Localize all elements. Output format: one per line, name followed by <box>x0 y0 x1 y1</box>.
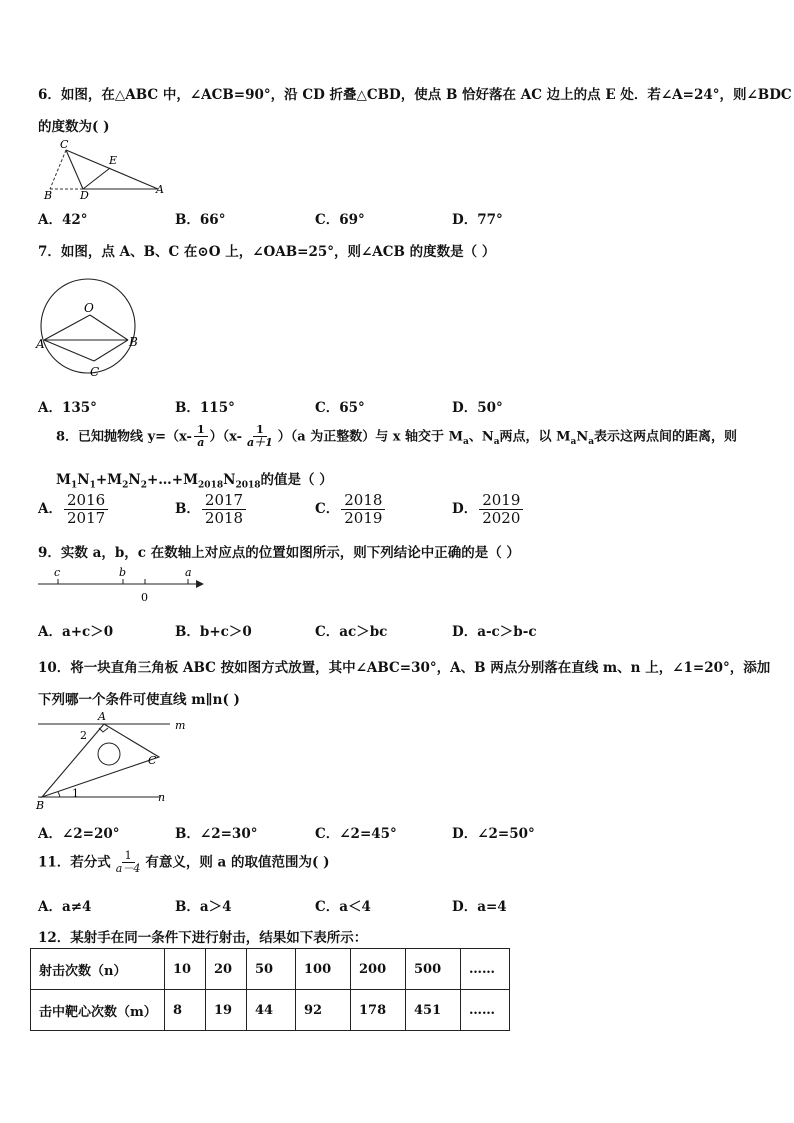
q6-option-a[interactable]: A．42° <box>38 212 88 228</box>
q11-option-a[interactable]: A．a≠4 <box>38 899 92 915</box>
q10-option-d[interactable]: D．∠2=50° <box>452 826 535 842</box>
table-header-cell: 射击次数（n） <box>31 949 165 990</box>
q10-label-angle-1: 1 <box>72 787 79 800</box>
q12-stem: 12．某射手在同一条件下进行射击，结果如下表所示： <box>38 930 368 946</box>
q7-label-b: B <box>129 335 138 349</box>
table-cell: 451 <box>406 990 461 1031</box>
q10-option-c[interactable]: C．∠2=45° <box>315 826 397 842</box>
q7-label-a: A <box>36 337 45 351</box>
q7-option-d[interactable]: D．50° <box>452 400 503 416</box>
q9-label-zero: 0 <box>141 591 148 604</box>
q10-label-b: B <box>36 799 45 812</box>
q9-label-a: a <box>185 566 192 579</box>
q9-label-b: b <box>119 566 127 579</box>
table-cell: 44 <box>247 990 296 1031</box>
q11-option-d[interactable]: D．a=4 <box>452 899 507 915</box>
q10-option-a[interactable]: A．∠2=20° <box>38 826 120 842</box>
q6-label-b: B <box>44 189 53 200</box>
q6-option-b[interactable]: B．66° <box>175 212 226 228</box>
table-cell: 20 <box>206 949 247 990</box>
table-cell: 500 <box>406 949 461 990</box>
q6-figure <box>38 138 173 200</box>
table-cell: 100 <box>296 949 351 990</box>
q9-option-c[interactable]: C．ac＞bc <box>315 624 388 640</box>
q6-option-c[interactable]: C．69° <box>315 212 365 228</box>
q7-option-a[interactable]: A．135° <box>38 400 97 416</box>
q9-stem: 9．实数 a，b，c 在数轴上对应点的位置如图所示，则下列结论中正确的是（ ） <box>38 545 520 561</box>
q10-label-n: n <box>158 791 166 804</box>
q6-option-d[interactable]: D．77° <box>452 212 503 228</box>
q10-label-c: C <box>148 754 157 767</box>
q7-label-c: C <box>90 365 100 379</box>
table-cell: 178 <box>351 990 406 1031</box>
table-cell: 19 <box>206 990 247 1031</box>
q7-option-b[interactable]: B．115° <box>175 400 235 416</box>
q10-label-angle-2: 2 <box>80 729 87 742</box>
q10-stem-line1: 10．将一块直角三角板 ABC 按如图方式放置，其中∠ABC=30°，A、B 两点分别落在直线 m、n 上，∠1=20°，添加 <box>38 660 771 676</box>
q10-label-a: A <box>98 710 106 723</box>
table-cell: 10 <box>165 949 206 990</box>
table-row <box>31 949 510 990</box>
q6-label-d: D <box>80 189 89 200</box>
q6-stem-line2: 的度数为( ) <box>38 119 110 135</box>
q8-option-c[interactable]: C． $\frac{2018}{2019}$ <box>315 492 387 527</box>
table-cell: …… <box>461 949 510 990</box>
q9-number-line <box>36 562 208 604</box>
table-header-cell: 击中靶心次数（m） <box>31 990 165 1031</box>
q6-label-c: C <box>60 138 69 151</box>
table-cell: …… <box>461 990 510 1031</box>
q9-label-c: c <box>54 566 61 579</box>
q11-option-b[interactable]: B．a＞4 <box>175 899 232 915</box>
q12-table <box>30 948 510 1031</box>
q8-option-b[interactable]: B． $\frac{2017}{2018}$ <box>175 492 248 527</box>
q10-label-m: m <box>175 719 186 732</box>
q7-label-o: O <box>84 301 94 315</box>
q10-stem-line2: 下列哪一个条件可使直线 m∥n( ) <box>38 692 240 708</box>
table-cell: 50 <box>247 949 296 990</box>
q9-option-b[interactable]: B．b+c＞0 <box>175 624 252 640</box>
q6-label-a: A <box>156 183 164 196</box>
q6-stem-line1: 6．如图，在△ABC 中，∠ACB=90°，沿 CD 折叠△CBD，使点 B 恰好落在 AC 边上的点 E 处．若∠A=24°，则∠BDC <box>38 87 792 103</box>
q7-figure <box>34 270 144 382</box>
q7-stem: 7．如图，点 A、B、C 在⊙O 上，∠OAB=25°，则∠ACB 的度数是（ ） <box>38 244 496 260</box>
table-cell: 8 <box>165 990 206 1031</box>
q8-option-a[interactable]: A． $\frac{2016}{2017}$ <box>38 492 110 527</box>
q8-stem-line2: $M_1N_1+M_2N_2+\dots+M_{2018}N_{2018}$的值是（ ） <box>56 472 333 491</box>
q9-option-a[interactable]: A．a+c＞0 <box>38 624 114 640</box>
q10-figure <box>34 708 194 812</box>
q8-stem-line1: 8．已知抛物线 y=（x- $\frac{1}{a}$ ）（x- $\frac{1}{a+1}$ ）（a 为正整数）与 x 轴交于 $M_a$、$N_a$两点，以 $M_aN_a$表示这两点间的距离，则 <box>56 423 738 450</box>
q7-option-c[interactable]: C．65° <box>315 400 365 416</box>
q11-option-c[interactable]: C．a＜4 <box>315 899 371 915</box>
table-row <box>31 990 510 1031</box>
q9-option-d[interactable]: D．a-c＞b-c <box>452 624 537 640</box>
q6-label-e: E <box>109 154 118 167</box>
q8-option-d[interactable]: D． $\frac{2019}{2020}$ <box>452 492 525 527</box>
q11-stem: 11．若分式 $\frac{1}{a-4}$ 有意义，则 a 的取值范围为( ) <box>38 849 330 876</box>
table-cell: 200 <box>351 949 406 990</box>
table-cell: 92 <box>296 990 351 1031</box>
q10-option-b[interactable]: B．∠2=30° <box>175 826 258 842</box>
